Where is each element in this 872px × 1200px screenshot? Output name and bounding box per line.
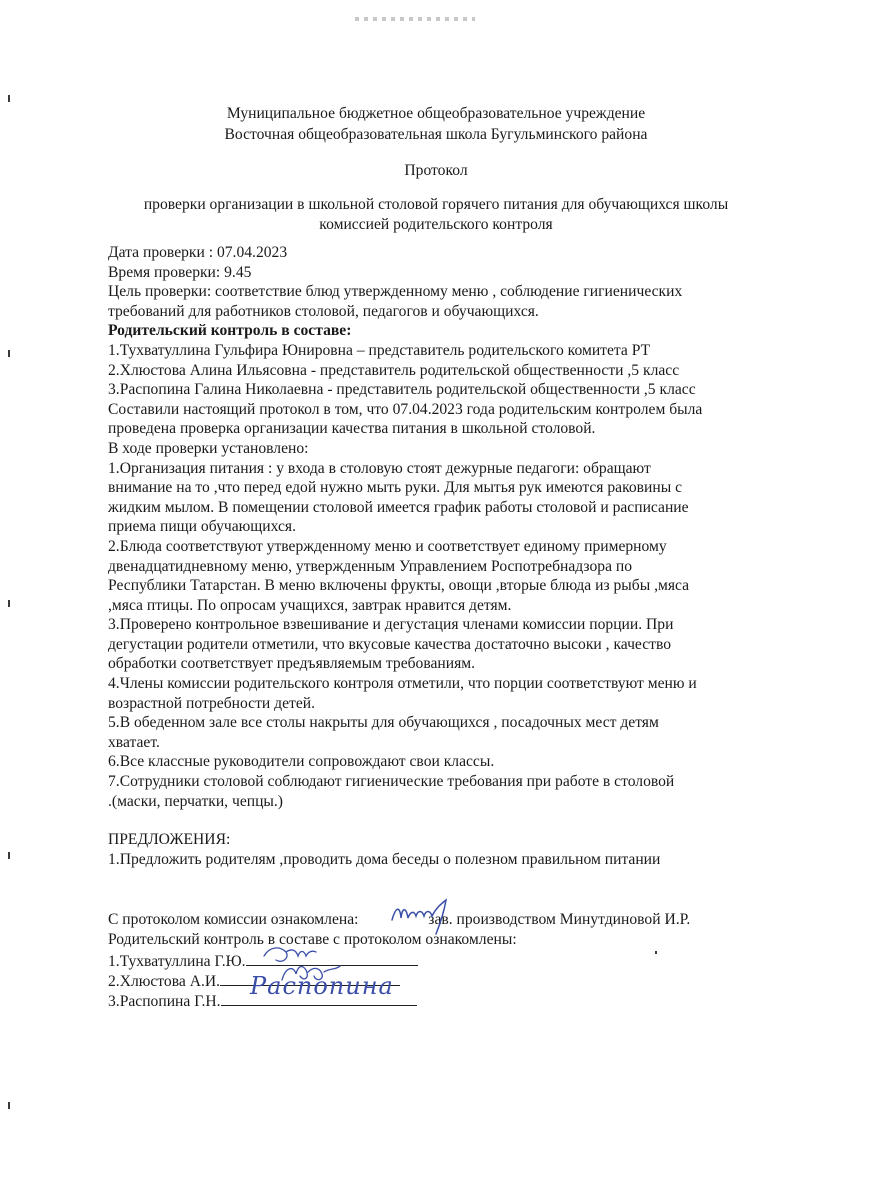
finding-line: 3.Проверено контрольное взвешивание и дегустация членами комиссии порции. При — [108, 616, 674, 634]
finding-line: хватает. — [108, 733, 160, 751]
check-time: Время проверки: 9.45 — [108, 263, 252, 281]
scan-smudge — [355, 17, 475, 21]
finding-line: дегустации родители отметили, что вкусовые качества достаточно высоки , качество — [108, 635, 672, 653]
subtitle-line-2: комиссией родительского контроля — [319, 216, 553, 233]
signature-line-1 — [108, 950, 808, 970]
scan-mark — [8, 600, 10, 607]
proposals-heading: ПРЕДЛОЖЕНИЯ: — [108, 831, 231, 849]
org-name-line-1: Муниципальное бюджетное общеобразовательное учреждение — [226, 105, 646, 122]
finding-line: ,мяса птицы. По опросам учащихся, завтрак нравится детям. — [108, 596, 512, 614]
finding-line: 6.Все классные руководители сопровождают свои классы. — [108, 753, 495, 771]
finding-line: возрастной потребности детей. — [108, 694, 315, 712]
scan-mark — [8, 852, 10, 859]
ack-label: С протоколом комиссии ознакомлена: — [108, 911, 359, 928]
check-date: Дата проверки : 07.04.2023 — [108, 244, 288, 261]
committee-member: 3.Распопина Галина Николаевна - представитель родительской общественности ,5 класс — [108, 381, 696, 399]
statement-line: Составили настоящий протокол в том, что 07.04.2023 года родительским контролем была — [108, 400, 703, 418]
purpose-line: требований для работников столовой, педагогов и обучающихся. — [108, 302, 539, 320]
finding-line: приема пищи обучающихся. — [108, 518, 296, 536]
signer-name: 1.Тухватуллина Г.Ю. — [108, 953, 246, 970]
finding-line: жидким мылом. В помещении столовой имеется график работы столовой и расписание — [108, 498, 689, 516]
finding-line: 7.Сотрудники столовой соблюдают гигиенические требования при работе в столовой — [108, 773, 675, 791]
doc-title: Протокол — [404, 162, 468, 179]
signature-block — [108, 910, 808, 1010]
finding-line: 4.Члены комиссии родительского контроля отметили, что порции соответствуют меню и — [108, 675, 697, 693]
finding-line: двенадцатидневному меню, утвержденным Управлением Роспотребнадзора по — [108, 557, 633, 575]
findings-intro: В ходе проверки установлено: — [108, 439, 309, 457]
handwritten-signature-3: Распопина — [250, 972, 394, 1000]
committee-ack-line: Родительский контроль в составе с протоколом ознакомлены: — [108, 931, 517, 948]
scan-mark — [8, 350, 10, 357]
purpose-line: Цель проверки: соответствие блюд утвержденному меню , соблюдение гигиенических — [108, 283, 683, 301]
committee-member: 2.Хлюстова Алина Ильясовна - представитель родительской общественности ,5 класс — [108, 361, 680, 379]
finding-line: 2.Блюда соответствуют утвержденному меню и соответствует единому примерному — [108, 537, 667, 555]
signer-name: 3.Распопина Г.Н. — [108, 993, 221, 1010]
finding-line: .(маски, перчатки, чепцы.) — [108, 792, 284, 810]
finding-line: обработки соответствует предъявляемым требованиям. — [108, 655, 476, 673]
statement-line: проведена проверка организации качества питания в школьной столовой. — [108, 420, 596, 438]
scan-mark — [8, 1102, 10, 1109]
signer-name: 2.Хлюстова А.И. — [108, 973, 221, 990]
protocol-body — [108, 243, 788, 869]
org-name-line-2: Восточная общеобразовательная школа Бугульминского района — [224, 126, 648, 143]
ack-role-name: зав. производством Минутдиновой И.Р. — [428, 911, 691, 928]
subtitle-line-1: проверки организации в школьной столовой горячего питания для обучающихся школы — [143, 196, 729, 213]
signature-line-2 — [108, 970, 808, 990]
finding-line: 5.В обеденном зале все столы накрыты для обучающихся , посадочных мест детям — [108, 714, 659, 732]
scan-mark — [8, 95, 10, 102]
finding-line: Республики Татарстан. В меню включены фрукты, овощи ,вторые блюда из рыбы ,мяса — [108, 577, 690, 595]
finding-line: внимание на то ,что перед едой нужно мыть руки. Для мытья рук имеются раковины с — [108, 479, 683, 497]
production-ack-line — [108, 910, 808, 930]
proposal-item: 1.Предложить родителям ,проводить дома беседы о полезном правильном питании — [108, 850, 661, 868]
committee-heading: Родительский контроль в составе: — [108, 322, 352, 340]
committee-member: 1.Тухватуллина Гульфира Юнировна – представитель родительского комитета РТ — [108, 341, 651, 359]
finding-line: 1.Организация питания : у входа в столовую стоят дежурные педагоги: обращают — [108, 459, 651, 477]
